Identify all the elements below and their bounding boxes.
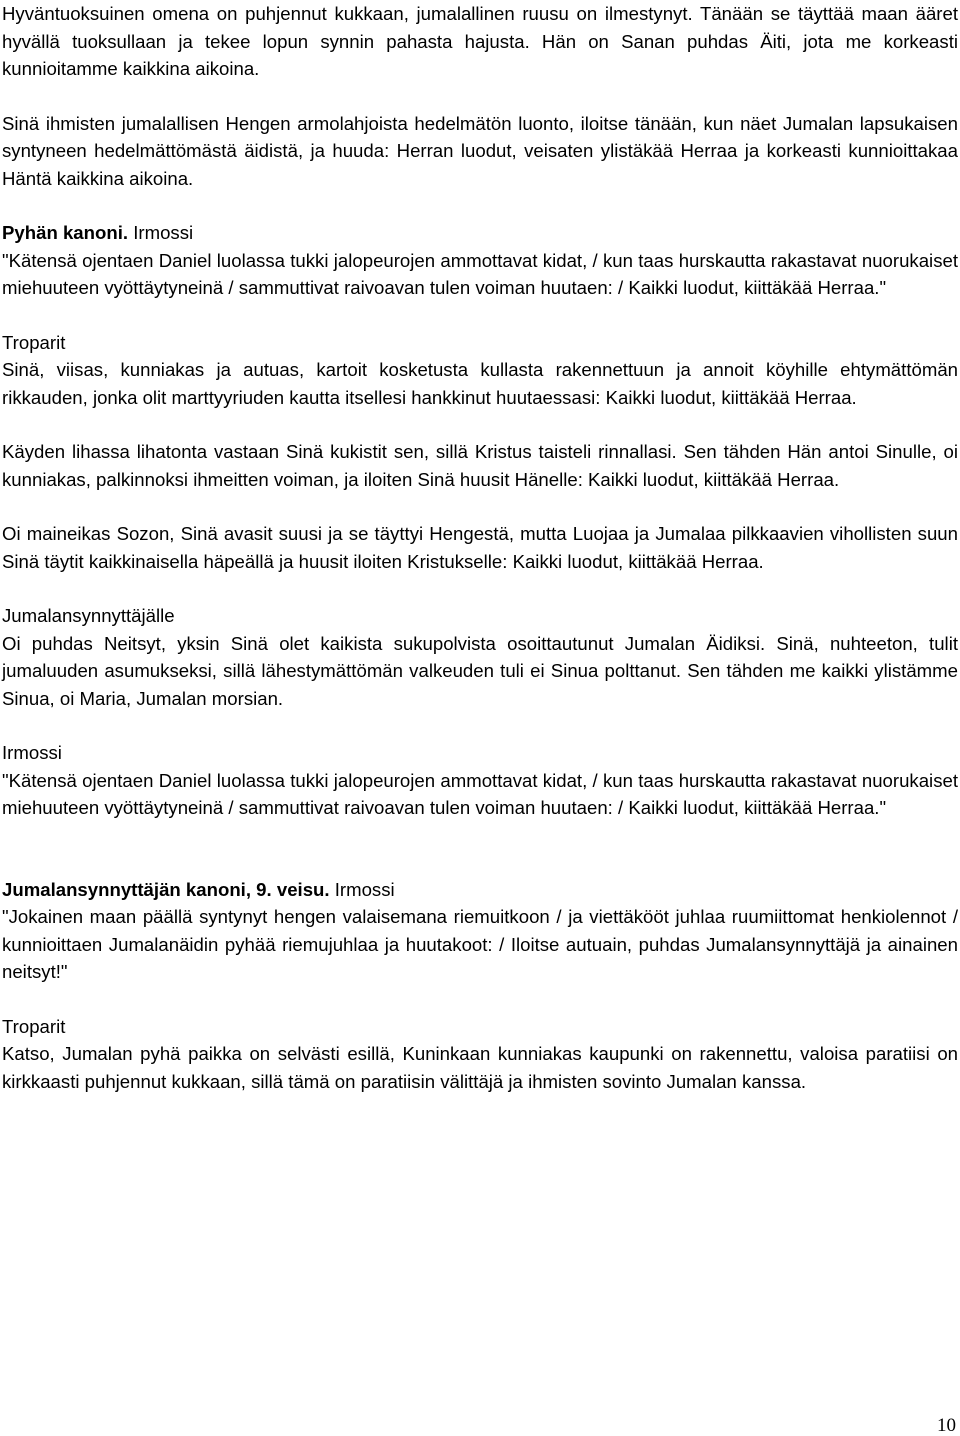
- troparion-text: Katso, Jumalan pyhä paikka on selvästi esillä, Kuninkaan kunniakas kaupunki on rakennettu, valoisa paratiisi on kirkkaasti puhjennut kukkaan, sillä tämä on paratiisin välittäjä ja ihmisten sovinto Jumalan kanssa.: [2, 1043, 958, 1092]
- section-irmos-repeat: [2, 739, 958, 822]
- section-troparia-2: [2, 1013, 958, 1096]
- section-label: Troparit: [2, 331, 66, 353]
- section-heading: Pyhän kanoni.: [2, 222, 129, 243]
- section-heading: Jumalansynnyttäjän kanoni, 9. veisu.: [2, 878, 330, 900]
- page-number: 10: [937, 1415, 956, 1436]
- section-label: Irmossi: [128, 222, 194, 243]
- troparion-text: Sinä, viisas, kunniakas ja autuas, kartoit kosketusta kullasta rakennettuun ja annoit köyhille ehtymättömän rikkauden, jonka olit marttyyriuden kautta itsellesi hankkinut huutaessasi: Kaikki luodut, kiittäkää Herraa.: [2, 359, 958, 408]
- section-label: Jumalansynnyttäjälle: [2, 605, 175, 626]
- section-label: Troparit: [2, 1015, 66, 1037]
- troparion-text: Oi maineikas Sozon, Sinä avasit suusi ja se täyttyi Hengestä, mutta Luojaa ja Jumalaa pilkkaavien vihollisten suun Sinä täytit kaikkinaisella häpeällä ja huusit iloiten Kristukselle: Kaikki luodut, kiittäkää Herraa.: [2, 523, 958, 572]
- section-theotokos-canon-ode-9: [2, 876, 958, 986]
- irmos-text: "Kätensä ojentaen Daniel luolassa tukki jalopeurojen ammottavat kidat, / kun taas hurskautta rakastavat nuorukaiset miehuuteen vyöttäytyneinä / sammuttivat raivoavan tulen voiman huutaen: / Kaikki luodut, kiittäkää Herraa.": [2, 769, 958, 818]
- irmos-text: "Kätensä ojentaen Daniel luolassa tukki jalopeurojen ammottavat kidat, / kun taas hurskautta rakastavat nuorukaiset miehuuteen vyöttäytyneinä / sammuttivat raivoavan tulen voiman huutaen: / Kaikki luodut, kiittäkää Herraa.": [2, 249, 958, 298]
- paragraph-apple-rose: Hyväntuoksuinen omena on puhjennut kukkaan, jumalallinen ruusu on ilmestynyt. Tänään se täyttää maan ääret hyvällä tuoksullaan ja tekee lopun synnin pahasta hajusta. Hän on Sanan puhdas Äiti, jota me korkeasti kunnioitamme kaikkina aikoina.: [2, 3, 958, 79]
- section-label: Irmossi: [329, 878, 395, 900]
- paragraph-barren-nature: Sinä ihmisten jumalallisen Hengen armolahjoista hedelmätön luonto, iloitse tänään, kun näet Jumalan lapsukaisen syntyneen hedelmättömästä äidistä, ja huuda: Herran luodut, veisaten ylistäkää Herraa ja korkeasti kunnioittakaa Häntä kaikkina aikoina.: [2, 112, 958, 189]
- troparion-text: Käyden lihassa lihatonta vastaan Sinä kukistit sen, sillä Kristus taisteli rinnallasi. Sen tähden Hän antoi Sinulle, oi kunniakas, palkinnoksi ihmeitten voiman, ja iloiten Sinä huusit Hänelle: Kaikki luodut, kiittäkää Herraa.: [2, 441, 958, 490]
- section-troparia: [2, 329, 958, 412]
- section-label: Irmossi: [2, 742, 62, 763]
- section-saints-canon: [2, 219, 958, 302]
- irmos-text: "Jokainen maan päällä syntynyt hengen valaisemana riemuitkoon / ja viettäkööt juhlaa ruumiittomat henkiolennot / kunnioittaen Jumalanäidin pyhää riemujuhlaa ja huutakoot: / Iloitse autuain, puhdas Jumalansynnyttäjä ja ainainen neitsyt!": [2, 906, 958, 982]
- theotokion-text: Oi puhdas Neitsyt, yksin Sinä olet kaikista sukupolvista osoittautunut Jumalan Äidiksi. Sinä, nuhteeton, tulit jumaluuden asumukseksi, sillä lähestymättömän valkeuden tuli ei Sinua polttanut. Sen tähden me kaikki ylistämme Sinua, oi Maria, Jumalan morsian.: [2, 632, 958, 709]
- document-body: [2, 0, 958, 1095]
- section-theotokion: [2, 602, 958, 712]
